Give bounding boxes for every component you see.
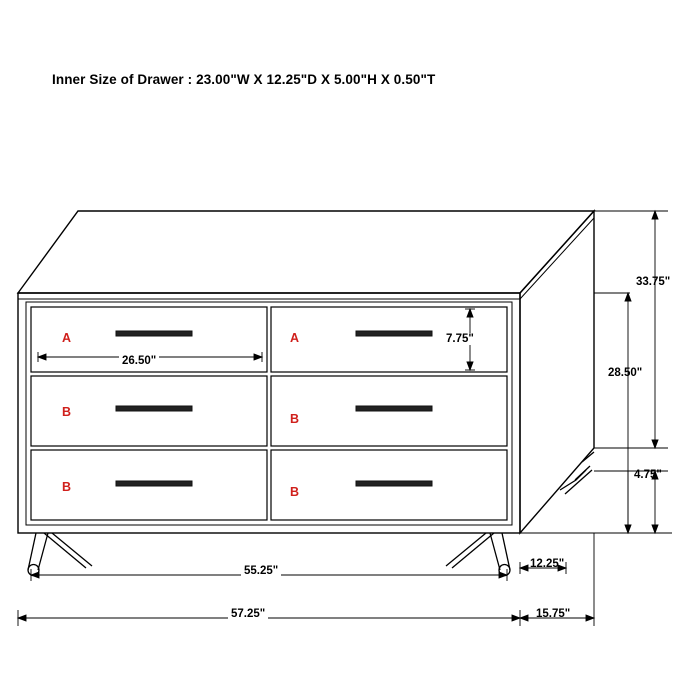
legs	[28, 452, 594, 576]
dimension-drawer-height: 7.75"	[446, 333, 474, 345]
drawer-letter-top-right: A	[290, 331, 300, 345]
dimension-leg-height: 4.75"	[634, 469, 662, 481]
dimension-case-height: 28.50"	[608, 367, 643, 379]
dimension-lines	[18, 211, 672, 626]
dimension-front-width: 55.25"	[241, 565, 281, 577]
cabinet-front-face	[18, 293, 520, 533]
drawer-letter-top-left: A	[62, 331, 72, 345]
drawer-letter-middle-right: B	[290, 412, 300, 426]
dimension-depth-front: 12.25"	[530, 558, 565, 570]
drawer-letter-bottom-right: B	[290, 485, 300, 499]
dimension-depth-total: 15.75"	[536, 608, 571, 620]
drawer-fronts	[31, 307, 507, 520]
drawer-letter-bottom-left: B	[62, 480, 72, 494]
drawer-letter-middle-left: B	[62, 405, 72, 419]
dimension-drawer-width: 26.50"	[119, 355, 159, 367]
dimension-total-width: 57.25"	[228, 608, 268, 620]
cabinet-side-panel	[520, 211, 594, 533]
cabinet-top-surface	[18, 211, 594, 293]
drawer-handles	[116, 331, 432, 486]
page-title: Inner Size of Drawer : 23.00"W X 12.25"D X 5.00"H X 0.50"T	[52, 72, 436, 87]
dimension-total-height: 33.75"	[636, 276, 671, 288]
